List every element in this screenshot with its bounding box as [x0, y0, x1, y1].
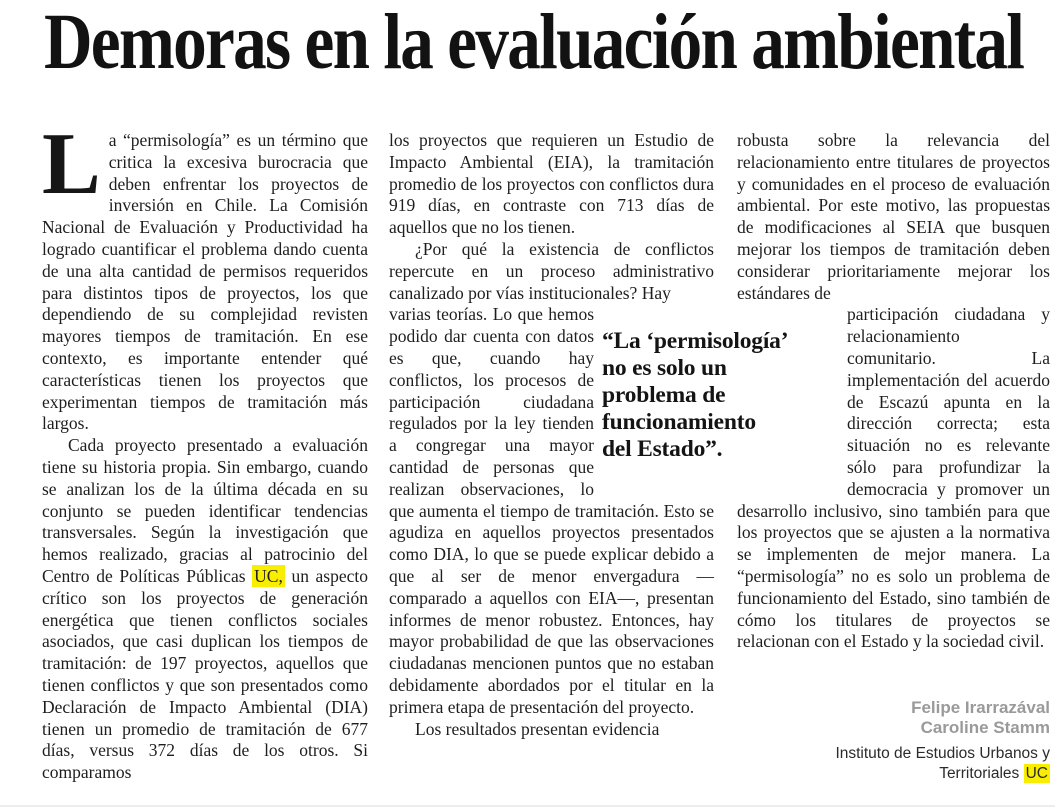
pull-quote-line: problema de: [602, 382, 726, 408]
article-headline: Demoras en la evaluación ambiental: [44, 0, 1024, 86]
paragraph-lead: [42, 116, 368, 435]
page-bottom-divider: [0, 805, 1055, 807]
pull-quote-line: “La ‘permisología’: [602, 328, 789, 354]
paragraph-5: Los resultados presentan evidencia: [415, 718, 660, 739]
text-column-1: [42, 116, 369, 784]
author-name: Felipe Irarrazával: [911, 698, 1050, 717]
pull-quote-line: no es solo un: [602, 355, 727, 381]
byline: [750, 698, 1050, 784]
pull-quote-line: del Estado”.: [602, 436, 723, 462]
paragraph-4-intro: ¿Por qué la existencia de conflictos repercute en un proceso administrativo canalizado por vías institucionales? Hay: [389, 238, 714, 303]
affiliation: [792, 744, 1050, 784]
pull-quote: [602, 328, 834, 463]
paragraph-2: [42, 435, 368, 784]
paragraph-text: Cada proyecto presentado a evaluación tiene su historia propia. Sin embargo, cuando se analizan los de la última década en su conjunto se pueden identificar tendencias transversales. Según la investigación que hemos realizado, gracias al patrocinio del Centro de Políticas Públicas: [42, 435, 368, 586]
affiliation-text: Instituto de Estudios Urbanos y Territoriales: [835, 745, 1050, 782]
highlight-uc-affiliation: UC: [1025, 765, 1048, 782]
paragraph-text: participación ciudadana y relacionamiento comunitario. La implementación del acuerdo de Escazú apunta en la dirección correcta; esta situación no es relevante sólo para profundizar la democracia y promover un desarrollo inclusivo, sino también para que los proyectos que se ajusten a la normativa se implementen de mejor manera. La “permisología” no es solo un problema de funcionamiento del Estado, sino también de cómo los titulares de proyectos se relacionan con el Estado y la sociedad civil.: [737, 304, 1050, 652]
paragraph-text: un aspecto crítico son los proyectos de generación energética que tienen conflictos sociales asociados, que casi duplican los tiempos de tramitación: de 197 proyectos, aquellos que tienen conflictos y que son presentados como Declaración de Impacto Ambiental (DIA) tienen un promedio de tramitación de 677 días, versus 372 días de los otros. Si comparamos: [42, 565, 369, 783]
paragraph-text: varias teorías. Lo que hemos podido dar cuenta con datos es que, cuando hay conflictos, los procesos de participación ciudadana regulados por la ley tienden a congregar una mayor cantidad de personas que realizan observaciones, lo que aumenta el tiempo de tramitación. Esto se agudiza en aquellos proyectos presentados como DIA, lo que se puede explicar debido a que al ser de menor envergadura —comparado a aquellos con EIA—, presentan informes de menor robustez. Entonces, hay mayor probabilidad de que las observaciones ciudadanas mencionen puntos que no estaban debidamente abordados por el titular en la primera etapa de presentación del proyecto.: [389, 304, 714, 717]
author-name: Caroline Stamm: [920, 718, 1050, 737]
paragraph-3: los proyectos que requieren un Estudio de Impacto Ambiental (EIA), la tramitación promedio de los proyectos con conflictos dura 919 días, en contraste con 713 días de aquellos que no los tienen.: [389, 130, 714, 238]
paragraph-6-intro: robusta sobre la relevancia del relacionamiento entre titulares de proyectos y comunidades en el proceso de evaluación ambiental. Por este motivo, las propuestas de modificaciones al SEIA que busquen mejorar los tiempos de tramitación deben considerar prioritariamente mejorar los estándares de: [737, 130, 1050, 303]
highlight-uc: UC,: [254, 565, 283, 586]
pull-quote-line: funcionamiento: [602, 409, 756, 435]
drop-cap: L: [42, 116, 101, 213]
paragraph-text: a “permisología” es un término que critica la excesiva burocracia que deben enfrentar los proyectos de inversión en Chile. La Comisión Nacional de Evaluación y Productividad ha logrado cuantificar el problema dando cuenta de una alta cantidad de permisos requeridos para distintos tipos de proyectos, los que dependiendo de su complejidad revisten mayores tiempos de tramitación. En ese contexto, es importante entender qué características tienen los proyectos que experimentan tiempos de tramitación más largos.: [42, 130, 368, 434]
